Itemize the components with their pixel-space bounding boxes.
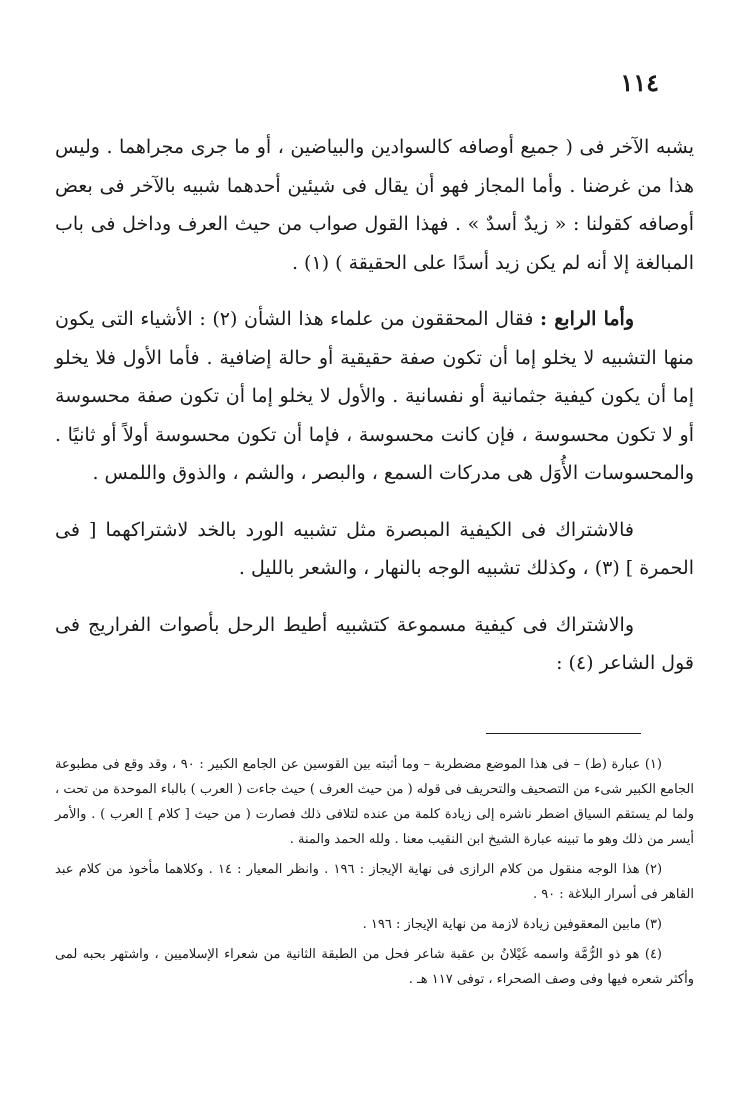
footnote-4: (٤) هو ذو الرُّمَّة واسمه غَيْلانُ بن عقبة شاعر فحل من الطبقة الثانية من شعراء الإسلاميين ، واشتهر بحبه لمى وأكثر شعره فيها وفى وصف الصحراء ، توفى ١١٧ هـ . [55,947,694,987]
paragraph-1 [55,128,694,282]
paragraph-text: فقال المحققون من علماء هذا الشأن (٢) : الأشياء التى يكون منها التشبيه لا يخلو إما أن تكون صفة حقيقية أو حالة إضافية . فأما الأول فلا يخلو إما أن يكون كيفية جثمانية أو نفسانية . والأول لا يخلو إما أن تكون صفة محسوسة أو لا تكون محسوسة ، فإن كانت محسوسة ، فإما أن تكون محسوسة أولاً أو ثانيًا . والمحسوسات الأُوَل هى مدركات السمع ، والبصر ، والشم ، والذوق واللمس . [55,308,694,484]
main-text [55,128,694,683]
paragraph-3 [55,511,694,588]
footnote-3: (٣) مابين المعقوفين زيادة لازمة من نهاية الإيجاز : ١٩٦ . [362,917,662,932]
paragraph-4 [55,606,694,683]
footnote-divider [486,733,641,734]
paragraph-text: يشبه الآخر فى ( جميع أوصافه كالسوادين والبياضين ، أو ما جرى مجراهما . وليس هذا من غرضنا . وأما المجاز فهو أن يقال فى شيئين أحدهما شبيه بالآخر فى بعض أوصافه كقولنا : « زيدٌ أسدٌ » . فهذا القول صواب من حيث العرف وداخل فى باب المبالغة إلا أنه لم يكن زيد أسدًا على الحقيقة ) (١) . [55,136,694,274]
paragraph-2 [55,300,694,493]
paragraph-text: فالاشتراك فى الكيفية المبصرة مثل تشبيه الورد بالخد لاشتراكهما [ فى الحمرة ] (٣) ، وكذلك تشبيه الوجه بالنهار ، والشعر بالليل . [55,518,694,579]
footnote-2: (٢) هذا الوجه منقول من كلام الرازى فى نهاية الإيجاز : ١٩٦ . وانظر المعيار : ١٤ . وكلاهما مأخوذ من كلام عبد القاهر فى أسرار البلاغة : ٩٠ . [55,862,694,902]
paragraph-text: والاشتراك فى كيفية مسموعة كتشبيه أطيط الرحل بأصوات الفراريج فى قول الشاعر (٤) : [55,613,694,674]
footnote-1: (١) عبارة (ط) – فى هذا الموضع مضطربة – وما أثبته بين القوسين عن الجامع الكبير : ٩٠ ، وقد وقع فى مطبوعة الجامع الكبير شىء من التصحيف والتحريف فى قوله ( من حيث العرف ) حيث جاءت ( العرب ) بالباء الموحدة من تحت ، ولما لم يستقم السياق اضطر ناشره إلى زيادة كلمة من عنده لتلافى ذلك فصارت ( من حيث [ كلام ] العرب ) . والأمر أيسر من ذلك وهو ما تبينه عبارة الشيخ ابن النقيب معنا . ولله الحمد والمنة . [55,757,694,847]
paragraph-lead: وأما الرابع : [540,308,634,330]
footnotes [55,752,694,992]
page-number: ١١٤ [620,68,659,97]
